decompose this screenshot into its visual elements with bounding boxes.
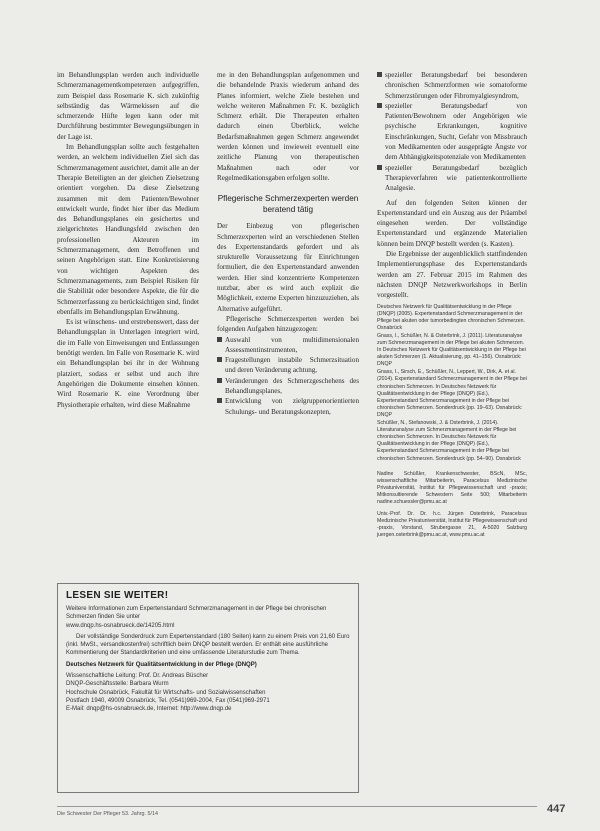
bullet-item: spezieller Beratungsbedarf bei besonderen chronischen Schmerzformen wie somatoforme Schmerzstörungen oder Fibromyalgiesyndrom, <box>377 70 527 101</box>
bullet-square-icon <box>377 103 382 108</box>
paragraph: Pflegerische Schmerzexperten werden bei folgenden Aufgaben hinzugezogen: <box>217 314 359 334</box>
bullet-square-icon <box>217 337 222 342</box>
paragraph: Im Behandlungsplan sollte auch festgehalten werden, an welchem individuellen Ziel sich das Schmerzmanagement ausrichtet, damit alle an der Therapie Beteiligten an der gleichen Zielsetzung orientiert vorgehen. Da diese Zielsetzung zusammen mit dem Patienten/Bewohner entwickelt wurde, findet hier über das Medium des Behandlungsplanes ein gesichertes und zielgerichtetes Handlungsfeld zwischen den professionellen Akteuren im Schmerzmanagement, dem Betroffenen und seinen Angehörigen statt. Eine Konkretisierung von wichtigen Aspekten des Schmerzmanagements, zum Beispiel Risiken für die Stabilität oder besondere Aspekte, die für die Schmerzerfassung zu berücksichtigen sind, findet ebenfalls im Behandlungsplan Erwähnung. <box>57 143 199 316</box>
bullet-item: spezieller Beratungsbedarf von Patienten/Bewohnern oder Angehörigen wie psychische Erkrankungen, kognitive Einschränkungen, Sucht, Gefahr von Missbrauch von Medikamenten oder ausgeprägte Ängste vor dem Abhängigkeitspotenziale von Medikamenten <box>377 101 527 163</box>
info-box <box>57 583 359 793</box>
bullet-item: Veränderungen des Schmerzgeschehens des Behandlungsplanes, <box>217 376 359 397</box>
author-entry: Univ.-Prof. Dr. Dr. h.c. Jürgen Osterbrink, Paracelsus Medizinische Privatuniversität, Institut für Pflegewissenschaft und -praxis, Vorstand, Strubergasse 21, A-5020 Salzburg juergen.osterbrink@pmu.ac.at, www.pmu.ac.at <box>377 511 527 539</box>
dnqp-link[interactable]: www.dnqp.hs-osnabrueck.de/14205.html <box>66 622 175 629</box>
reference-item: Schüßler, N., Stefanowski, J. & Osterbrink, J. (2014). Literaturanalyse zum Schmerzmanagement in der Pflege bei chronischen Schmerzen. In Deutsches Netzwerk für Qualitätsentwicklung in der Pflege (DNQP) (Ed.), Expertenstandard Schmerzmanagement in der Pflege bei chronischen Schmerzen. Sonderdruck (pp. 54–90). Osnabrück <box>377 420 521 462</box>
reference-item: Gnass, I., Schüßler, N. & Osterbrink, J. (2011). Literaturanalyse zum Schmerzmanagement in der Pflege bei akuten Schmerzen. In Deutsches Netzwerk für Qualitätsentwicklung in der Pflege bei akuten Schmerzen (1. Aktualisierung, pp. 41–156). Osnabrück: DNQP <box>377 332 526 368</box>
paragraph: me in den Behandlungsplan aufgenommen und die behandelnde Praxis wiederum anhand des Planes informiert, welche Ziele bestehen und welche weiteren Maßnahmen Fr. K. bezüglich Schmerz erhält. Die Therapeuten erhalten dadurch einen Überblick, welche Bedarfsmaßnahmen gegen Schmerz angewendet werden können und inwieweit eventuell eine zeitliche Planung von therapeutischen Maßnahmen nach oder vor Regelmedikationsgaben erfolgen sollte. <box>217 71 359 182</box>
footer-rule <box>57 806 537 807</box>
author-info <box>377 471 527 540</box>
bullet-square-icon <box>377 72 382 77</box>
paragraph: im Behandlungsplan werden auch individuelle Schmerzmanagementkompetenzen aufgegriffen, zum Beispiel dass Rosemarie K. sich zukünftig selbständig das Wärmekissen auf die schmerzende Hüfte legen kann oder mit Durchführung bestimmter Bewegungsübungen in der Lage ist. <box>57 71 199 141</box>
bullet-item: Auswahl von multidimensionalen Assessmentinstrumenten, <box>217 335 359 356</box>
order-text: Der vollständige Sonderdruck zum Expertenstandard (180 Seiten) kann zu einem Preis von 21,60 Euro (inkl. MwSt., versandkostenfrei) schriftlich beim DNQP bestellt werden. Er enthält eine ausführliche Kommentierung der Standardkriterien und eine umfassende Literaturstudie zum Thema. <box>66 633 350 657</box>
contact-block: Wissenschaftliche Leitung: Prof. Dr. Andreas Büscher DNQP-Geschäftsstelle: Barbara Wurm Hochschule Osnabrück, Fakultät für Wirtschafts- und Sozialwissenschaften Postfach 1940, 49009 Osnabrück, Tel. (0541)969-2004, Fax (0541)969-2971 E-Mail: dnqp@hs-osnabrueck.de, Internet: http://www.dnqp.de <box>66 673 270 713</box>
author-entry: Nadine Schüßler, Krankenschwester, BScN, MSc, wissenschaftliche Mitarbeiterin, Paracelsus Medizinische Privatuniversität, Institut für Pflegewissenschaft und -praxis; Mitkonsultierende Schwestern Seite 500; Mitarbeiterin nadine.schuessler@pmu.ac.at <box>377 470 527 505</box>
bullet-square-icon <box>377 165 382 170</box>
paragraph: Der Einbezug von pflegerischen Schmerzexperten wird an verschiedenen Stellen des Expertenstandards gefordert und als strukturelle Voraussetzung für Einrichtungen formuliert, die den Expertenstandard anwenden werden. Hier sind konzentrierte Kompetenzen nutzbar, aber es wird auch explizit die Möglichkeit, externe Experten hinzuzuziehen, als Alternative aufgeführt. <box>217 222 359 313</box>
paragraph: Auf den folgenden Seiten können der Expertenstandard und ein Auszug aus der Präambel eingesehen werden. Der vollständige Expertenstandard und ergänzende Materialien können beim DNQP bestellt werden (s. Kasten). <box>377 198 527 248</box>
paragraph: Die Ergebnisse der augenblicklich stattfindenden Implementierungsphase des Expertenstandards werden am 27. Februar 2015 im Rahmen des nächsten DNQP Netzwerkworkshops in Berlin vorgestellt. <box>377 250 527 300</box>
bullet-item: Fragestellungen instabile Schmerzsituation und deren Veränderung achtung, <box>217 355 359 376</box>
column-1 <box>57 70 199 410</box>
section-heading: Pflegerische Schmerzexperten werden beratend tätig <box>217 194 359 215</box>
bullet-item: spezieller Beratungsbedarf bezüglich Therapieverfahren wie patientenkontrollierte Analgesie. <box>377 163 527 194</box>
column-3 <box>377 70 527 544</box>
bullet-square-icon <box>217 398 222 403</box>
reference-item: Gnass, I., Sirsch, E., Schüßler, N., Leppert, W., Dirk, A. et al. (2014). Expertenstandard Schmerzmanagement in der Pflege bei chronischen Schmerzen. In Deutsches Netzwerk für Qualitätsentwicklung in der Pflege (DNQP) (Ed.), Expertenstandard Schmerzmanagement in der Pflege bei chronischen Schmerzen. Sonderdruck (pp. 19–63). Osnabrück: DNQP <box>377 369 527 418</box>
bullet-square-icon <box>217 357 222 362</box>
info-box-title: LESEN SIE WEITER! <box>66 590 169 601</box>
reference-list <box>377 304 527 463</box>
column-2 <box>217 70 359 417</box>
reference-item: Deutsches Netzwerk für Qualitätsentwicklung in der Pflege (DNQP) (2005). Expertenstandard Schmerzmanagement in der Pflege bei akuten oder tumorbedingten chronischen Schmerzen. Osnabrück <box>377 303 525 331</box>
footer-journal-info: Die Schwester Der Pfleger 53. Jahrg. 5/14 <box>57 811 158 817</box>
info-text: Weitere Informationen zum Expertenstandard Schmerzmanagement in der Pflege bei chronischen Schmerzen finden Sie unter www.dnqp.hs-osnabrueck.de/14205.html <box>66 606 327 629</box>
page-number: 447 <box>547 803 566 815</box>
org-name: Deutsches Netzwerk für Qualitätsentwicklung in der Pflege (DNQP) <box>66 661 257 668</box>
bullet-item: Entwicklung von zielgruppenorientierten Schulungs- und Beratungskonzepten, <box>217 396 359 417</box>
bullet-square-icon <box>217 378 222 383</box>
paragraph: Es ist wünschens- und erstrebenswert, dass der Behandlungsplan in Unterlagen integriert wird, die im Falle von Einweisungen und Entlassungen benötigt werden. Im Falle von Rosemarie K. wird ein Behandlungsplan bei ihr in der Wohnung platziert, sodass er selbst und auch ihre Angehörigen die Dokumente einsehen können. Wird Rosemarie K. eine Verordnung über Physiotherapie erhalten, wird diese Maßnahme <box>57 318 199 409</box>
